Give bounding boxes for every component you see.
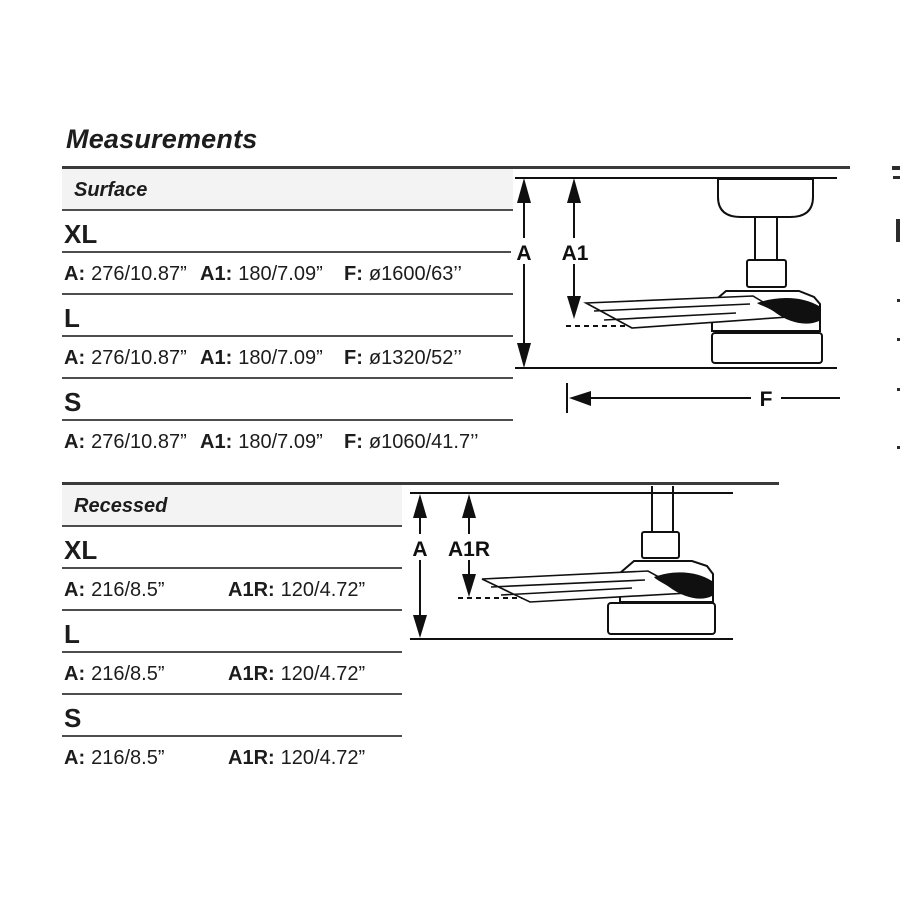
measurement-value: ø1060/41.7’’	[368, 431, 479, 453]
measurement-label: F:	[344, 263, 363, 285]
dimension-label-f: F	[759, 388, 773, 411]
measurement-label: A:	[64, 263, 86, 285]
measurement-a1r	[228, 569, 365, 611]
edge-artifact	[892, 166, 900, 170]
measurement-a	[64, 737, 165, 779]
surface-table	[62, 169, 513, 463]
measurement-f	[344, 253, 462, 295]
measurement-label: A1:	[200, 431, 233, 453]
surface-size-row-l: L	[62, 295, 513, 337]
measurement-a	[64, 253, 187, 295]
dimension-arrow-a	[511, 178, 537, 368]
recessed-table	[62, 485, 402, 779]
edge-artifact	[893, 176, 900, 179]
measurement-value: 276/10.87”	[91, 431, 187, 453]
measurement-label: A1R:	[228, 663, 275, 685]
measurement-label: A:	[64, 579, 86, 601]
dimension-label-a: A	[412, 538, 428, 561]
surface-size-row-s: S	[62, 379, 513, 421]
ceiling-fan-recessed	[482, 486, 715, 634]
measurement-value: 180/7.09”	[238, 347, 323, 369]
surface-size-row-xl: XL	[62, 211, 513, 253]
recessed-size-row-s: S	[62, 695, 402, 737]
measurement-value: 276/10.87”	[91, 263, 187, 285]
surface-measurement-row-l	[62, 337, 513, 379]
fan-coupler	[642, 532, 679, 558]
measurement-value: 216/8.5”	[91, 663, 165, 685]
measurement-label: A1R:	[228, 579, 275, 601]
measurement-value: 120/4.72”	[280, 747, 366, 769]
ceiling-fan-surface	[586, 179, 822, 363]
fan-downrod	[755, 217, 777, 260]
measurement-label: A:	[64, 663, 86, 685]
dimension-label-a: A	[516, 242, 532, 265]
fan-light-kit	[712, 333, 822, 363]
recessed-measurement-row-l	[62, 653, 402, 695]
measurement-f	[344, 421, 479, 463]
fan-coupler	[747, 260, 786, 287]
measurement-value: ø1320/52’’	[368, 347, 462, 369]
recessed-table-header: Recessed	[62, 485, 402, 527]
surface-measurement-row-xl	[62, 253, 513, 295]
measurement-label: A:	[64, 431, 86, 453]
measurement-value: 180/7.09”	[238, 263, 323, 285]
measurement-value: 216/8.5”	[91, 747, 165, 769]
measurement-a1	[200, 421, 323, 463]
measurement-a	[64, 337, 187, 379]
fan-light-kit	[608, 603, 715, 634]
measurement-f	[344, 337, 462, 379]
surface-diagram	[500, 158, 900, 420]
measurement-label: A1R:	[228, 747, 275, 769]
measurement-a1	[200, 253, 323, 295]
recessed-size-row-l: L	[62, 611, 402, 653]
measurement-value: 120/4.72”	[280, 579, 366, 601]
measurement-label: F:	[344, 347, 363, 369]
measurement-value: 180/7.09”	[238, 431, 323, 453]
measurement-a1r	[228, 653, 365, 695]
measurement-a	[64, 421, 187, 463]
recessed-diagram	[400, 475, 800, 660]
recessed-measurement-row-xl	[62, 569, 402, 611]
edge-artifact	[896, 219, 900, 242]
measurement-value: 216/8.5”	[91, 579, 165, 601]
page-title: Measurements	[66, 124, 258, 154]
surface-table-header: Surface	[62, 169, 513, 211]
dimension-label-a1: A1	[561, 242, 589, 265]
dimension-arrow-a	[407, 494, 433, 638]
measurement-label: A1:	[200, 347, 233, 369]
measurement-label: A1:	[200, 263, 233, 285]
recessed-size-row-xl: XL	[62, 527, 402, 569]
measurement-value: 120/4.72”	[280, 663, 366, 685]
measurement-label: F:	[344, 431, 363, 453]
measurement-a	[64, 653, 165, 695]
surface-measurement-row-s	[62, 421, 513, 463]
measurement-a	[64, 569, 165, 611]
measurement-value: 276/10.87”	[91, 347, 187, 369]
measurement-label: A:	[64, 747, 86, 769]
measurement-a1r	[228, 737, 365, 779]
measurement-value: ø1600/63’’	[368, 263, 462, 285]
measurement-a1	[200, 337, 323, 379]
recessed-measurement-row-s	[62, 737, 402, 779]
dimension-label-a1r: A1R	[447, 538, 491, 561]
measurement-label: A:	[64, 347, 86, 369]
dimension-arrow-f	[567, 383, 840, 413]
fan-canopy	[718, 179, 813, 217]
dimension-arrow-a1	[557, 178, 593, 319]
